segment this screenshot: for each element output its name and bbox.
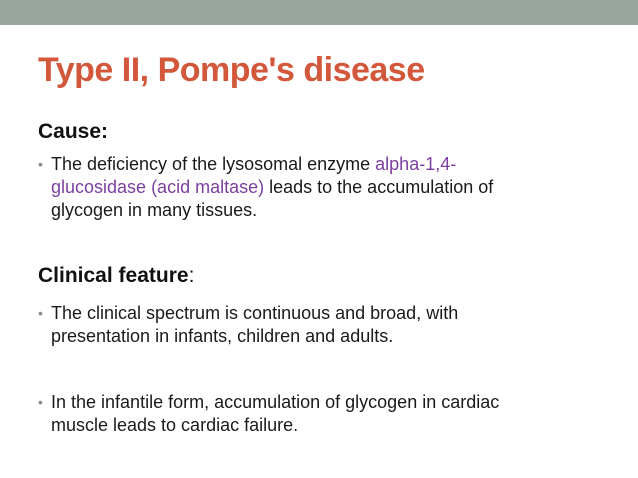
cause-heading: Cause: — [38, 120, 109, 143]
clinical-bullet-1 — [38, 302, 598, 348]
cause-line1-text: The deficiency of the lysosomal enzyme — [51, 154, 376, 174]
clinical-bullet-1-text — [51, 302, 598, 348]
cause-bullet-text — [51, 153, 598, 222]
cause-line2-text: leads to the accumulation of — [264, 177, 494, 197]
clinical-bullet-1-line1: The clinical spectrum is continuous and broad, with — [51, 303, 459, 323]
slide-title: Type II, Pompe's disease — [38, 51, 425, 89]
enzyme-name-part1: alpha-1,4- — [375, 154, 457, 174]
cause-bullet — [38, 153, 598, 222]
clinical-bullet-2 — [38, 391, 598, 437]
bullet-marker: • — [38, 305, 43, 321]
clinical-bullet-1-line2: presentation in infants, children and adults. — [51, 326, 394, 346]
clinical-heading-colon: : — [188, 264, 195, 287]
clinical-bullet-2-line1: In the infantile form, accumulation of glycogen in cardiac — [51, 392, 500, 412]
clinical-bullet-2-text — [51, 391, 598, 437]
top-bar — [0, 0, 638, 25]
clinical-heading — [38, 264, 194, 288]
cause-line3-text: glycogen in many tissues. — [51, 200, 258, 220]
bullet-marker: • — [38, 394, 43, 410]
clinical-heading-text: Clinical feature — [38, 264, 189, 287]
bullet-marker: • — [38, 156, 43, 172]
clinical-bullet-2-line2: muscle leads to cardiac failure. — [51, 415, 299, 435]
enzyme-name-part2: glucosidase (acid maltase) — [51, 177, 265, 197]
